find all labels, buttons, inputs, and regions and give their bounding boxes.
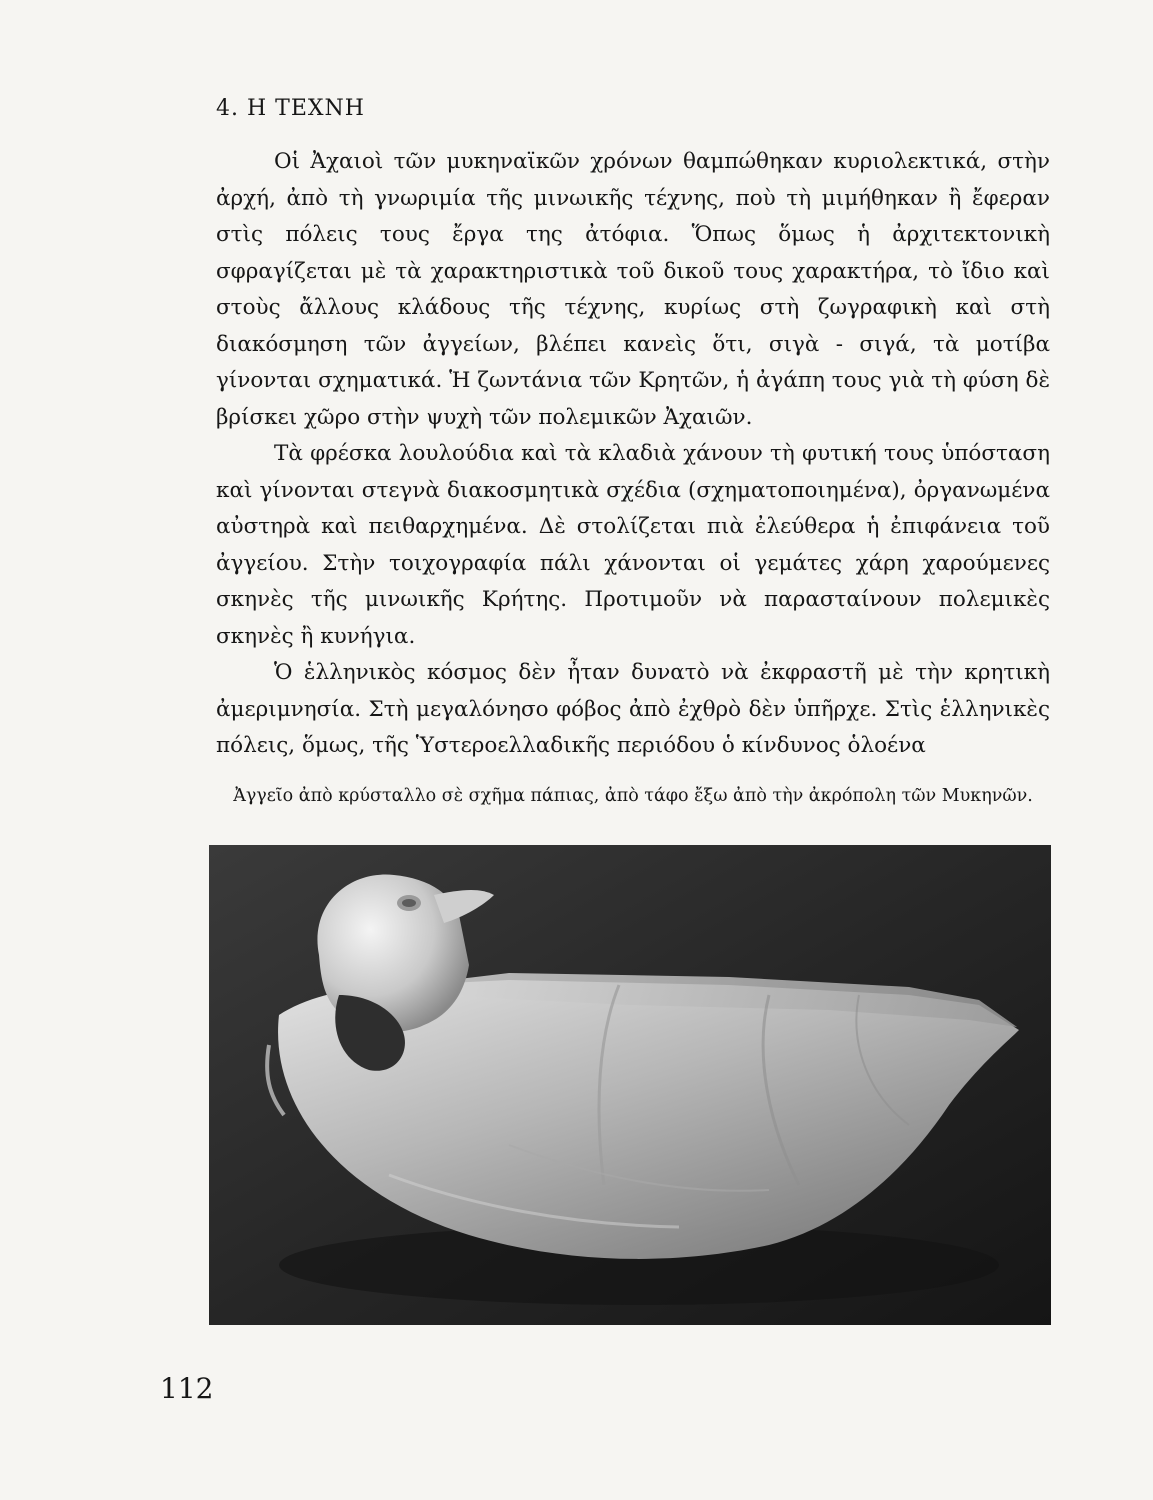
body-text [216, 144, 1050, 765]
page-number: 112 [160, 1372, 214, 1405]
paragraph-1: Οἱ Ἀχαιοὶ τῶν μυκηναϊκῶν χρόνων θαμπώθηκαν κυριολεκτικά, στὴν ἀρχή, ἀπὸ τὴ γνωριμία τῆς μινωικῆς τέχνης, ποὺ τὴ μιμήθηκαν ἢ ἔφεραν στὶς πόλεις τους ἔργα της ἀτόφια. Ὅπως ὅμως ἡ ἀρχιτεκτονικὴ σφραγίζεται μὲ τὰ χαρακτηριστικὰ τοῦ δικοῦ τους χαρακτήρα, τὸ ἴδιο καὶ στοὺς ἄλλους κλάδους τῆς τέχνης, κυρίως στὴ ζωγραφικὴ καὶ στὴ διακόσμηση τῶν ἀγγείων, βλέπει κανεὶς ὅτι, σιγὰ - σιγά, τὰ μοτίβα γίνονται σχηματικά. Ἡ ζωντάνια τῶν Κρητῶν, ἡ ἀγάπη τους γιὰ τὴ φύση δὲ βρίσκει χῶρο στὴν ψυχὴ τῶν πολεμικῶν Ἀχαιῶν. [216, 149, 1050, 430]
paragraph-3: Ὁ ἑλληνικὸς κόσμος δὲν ἦταν δυνατὸ νὰ ἐκφραστῆ μὲ τὴν κρητικὴ ἀμεριμνησία. Στὴ μεγαλόνησο φόβος ἀπὸ ἐχθρὸ δὲν ὑπῆρχε. Στὶς ἑλληνικὲς πόλεις, ὅμως, τῆς Ὑστεροελλαδικῆς περιόδου ὁ κίνδυνος ὁλοένα [216, 660, 1050, 758]
figure-caption: Ἀγγεῖο ἀπὸ κρύσταλλο σὲ σχῆμα πάπιας, ἀπὸ τάφο ἔξω ἀπὸ τὴν ἀκρόπολη τῶν Μυκηνῶν. [233, 786, 1033, 806]
section-heading: 4. Η ΤΕΧΝΗ [216, 96, 365, 121]
duck-vessel-photo [209, 845, 1051, 1325]
paragraph-2: Τὰ φρέσκα λουλούδια καὶ τὰ κλαδιὰ χάνουν τὴ φυτική τους ὑπόσταση καὶ γίνονται στεγνὰ διακοσμητικὰ σχέδια (σχηματοποιημένα), ὀργανωμένα αὐστηρὰ καὶ πειθαρχημένα. Δὲ στολίζεται πιὰ ἐλεύθερα ἡ ἐπιφάνεια τοῦ ἀγγείου. Στὴν τοιχογραφία πάλι χάνονται οἱ γεμάτες χάρη χαρούμενες σκηνὲς τῆς μινωικῆς Κρήτης. Προτιμοῦν νὰ παρασταίνουν πολεμικὲς σκηνὲς ἢ κυνήγια. [216, 441, 1050, 649]
